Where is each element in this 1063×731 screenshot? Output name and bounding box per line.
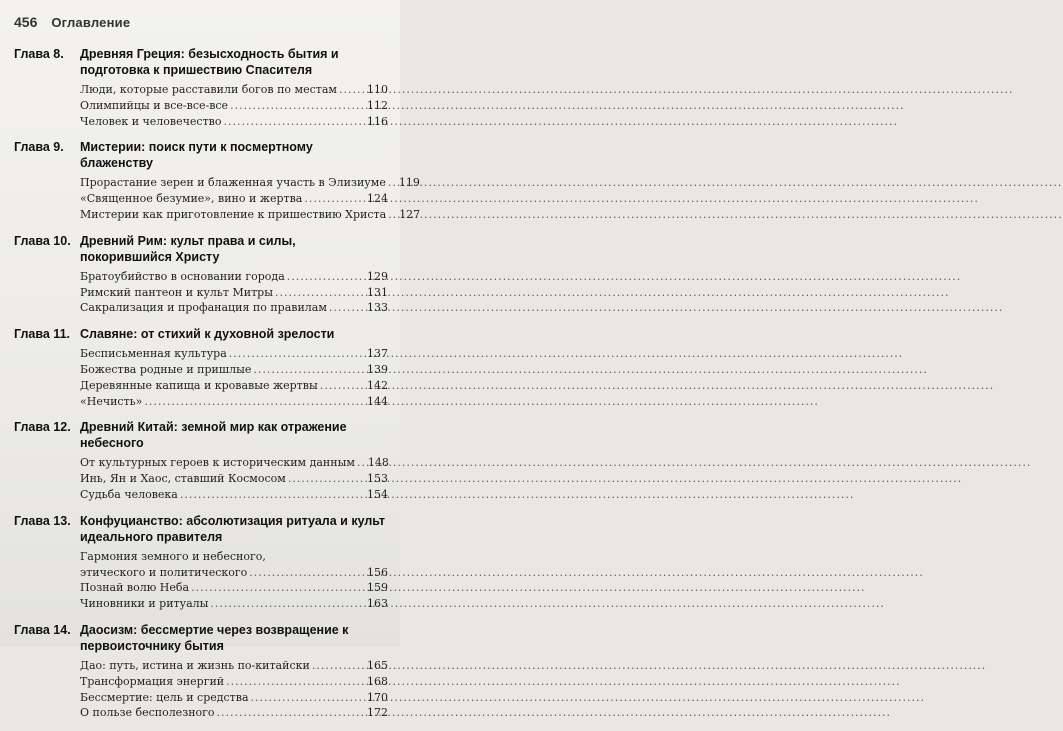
entry-title: Римский пантеон и культ Митры	[80, 285, 273, 299]
entry-page-number: 159	[367, 581, 388, 595]
chapter-entries	[80, 269, 388, 316]
toc-entry	[80, 285, 388, 301]
chapter-heading	[14, 139, 388, 171]
dot-leader	[249, 565, 364, 581]
toc-entry	[80, 207, 421, 223]
entry-title: Бессмертие: цель и средства	[80, 690, 249, 704]
dot-leader	[253, 362, 364, 378]
dot-leader	[144, 394, 364, 410]
dot-leader	[251, 690, 364, 706]
dot-leader	[217, 705, 364, 721]
table-of-contents	[14, 46, 421, 731]
toc-entry	[80, 455, 388, 471]
chapter-heading	[14, 46, 388, 78]
chapter-label: Глава 12.	[14, 420, 71, 435]
toc-entry	[80, 471, 388, 487]
entry-title: Инь, Ян и Хаос, ставший Космосом	[80, 472, 286, 486]
toc-entry	[80, 114, 388, 130]
dot-leader	[191, 580, 364, 596]
entry-title: Человек и человечество	[80, 114, 222, 128]
toc-entry	[80, 394, 388, 410]
dot-leader	[388, 175, 396, 191]
chapter-heading	[14, 513, 388, 545]
entry-page-number: 154	[367, 487, 388, 501]
chapter-title: Конфуцианство: абсолютизация ритуала и культ идеального правителя	[80, 513, 386, 544]
entry-page-number: 139	[367, 362, 388, 376]
entry-title: Божества родные и пришлые	[80, 362, 252, 376]
chapter-label: Глава 10.	[14, 233, 71, 248]
entry-title: Дао: путь, истина и жизнь по-китайски	[80, 658, 310, 672]
toc-entry	[80, 580, 388, 596]
chapter-label: Глава 13.	[14, 513, 71, 528]
entry-page-number: 116	[367, 114, 388, 128]
chapter-label: Глава 8.	[14, 47, 64, 61]
chapter-entries	[80, 658, 388, 721]
entry-title: «Нечисть»	[80, 394, 143, 408]
entry-page-number: 148	[367, 456, 389, 470]
toc-entry	[80, 362, 388, 378]
entry-title: О пользе бесполезного	[80, 706, 215, 720]
entry-page-number: 170	[367, 690, 388, 704]
entry-title: Мистерии как приготовление к пришествию Христа	[80, 207, 387, 221]
entry-page-number: 137	[367, 347, 388, 361]
dot-leader	[312, 658, 364, 674]
toc-entry	[80, 658, 388, 674]
entry-title: Олимпийцы и все-все-все	[80, 98, 229, 112]
chapter-title: Древний Китай: земной мир как отражение небесного	[80, 420, 347, 451]
toc-entry	[80, 300, 388, 316]
running-title: Оглавление	[51, 15, 131, 30]
toc-entry	[80, 378, 388, 394]
chapter-heading	[14, 233, 388, 265]
entry-title: Познай волю Неба	[80, 581, 190, 595]
page-number: 456	[14, 14, 38, 30]
toc-chapter	[14, 233, 388, 316]
toc-entry	[80, 674, 388, 690]
dot-leader	[223, 114, 364, 130]
entry-page-number: 168	[367, 674, 388, 688]
entry-page-number: 142	[367, 378, 388, 392]
chapter-title: Даосизм: бессмертие через возвращение к первоисточнику бытия	[80, 622, 349, 653]
dot-leader	[288, 471, 364, 487]
chapter-heading	[14, 622, 388, 654]
book-page	[0, 0, 421, 720]
toc-entry	[80, 487, 388, 503]
dot-leader	[230, 98, 364, 114]
entry-title: Братоубийство в основании города	[80, 269, 285, 283]
entry-page-number: 131	[367, 285, 388, 299]
chapter-entries	[80, 82, 388, 129]
entry-page-number: 156	[367, 565, 388, 579]
dot-leader	[229, 346, 364, 362]
toc-entry	[80, 191, 388, 207]
toc-entry	[80, 690, 388, 706]
entry-page-number: 124	[367, 192, 388, 206]
chapter-label: Глава 9.	[14, 140, 64, 155]
chapter-title: Мистерии: поиск пути к посмертному блаженству	[80, 140, 313, 171]
toc-entry	[80, 346, 388, 362]
entry-page-number: 133	[367, 301, 388, 315]
entry-page-number: 129	[367, 269, 388, 283]
entry-page-number: 119	[398, 176, 420, 190]
chapter-title: Древний Рим: культ права и силы, покорившийся Христу	[80, 233, 296, 264]
chapter-title: Древняя Греция: безысходность бытия и подготовка к пришествию Спасителя	[80, 47, 339, 77]
entry-page-number: 163	[367, 597, 388, 611]
chapter-label: Глава 11.	[14, 327, 70, 342]
entry-title: Бесписьменная культура	[80, 347, 227, 361]
toc-chapter	[14, 622, 388, 721]
chapter-heading	[14, 326, 388, 342]
entry-title-line: Гармония земного и небесного,	[80, 549, 266, 563]
entry-title: Сакрализация и профанация по правилам	[80, 301, 327, 315]
toc-chapter	[14, 46, 388, 129]
entry-title: Судьба человека	[80, 487, 178, 501]
toc-entry	[80, 175, 420, 191]
dot-leader	[275, 285, 364, 301]
toc-entry	[80, 269, 388, 285]
page-header	[14, 14, 130, 36]
entry-title: Деревянные капища и кровавые жертвы	[80, 378, 318, 392]
entry-title: Люди, которые расставили богов по местам	[80, 83, 337, 96]
entry-title: Трансформация энергий	[80, 674, 225, 688]
toc-chapter	[14, 139, 421, 222]
dot-leader	[320, 378, 364, 394]
dot-leader	[329, 300, 364, 316]
dot-leader	[180, 487, 364, 503]
dot-leader	[388, 207, 396, 223]
dot-leader	[357, 455, 365, 471]
entry-page-number: 110	[367, 83, 388, 96]
chapter-entries	[80, 455, 388, 502]
chapter-entries	[80, 346, 388, 409]
toc-entry	[80, 596, 388, 612]
chapter-title: Славяне: от стихий к духовной зрелости	[80, 327, 335, 342]
entry-title: Чиновники и ритуалы	[80, 597, 209, 611]
entry-title: «Священное безумие», вино и жертва	[80, 192, 303, 206]
toc-entry	[80, 98, 388, 114]
chapter-heading	[14, 419, 388, 451]
entry-title-line: этического и политического	[80, 565, 248, 579]
chapter-entries	[80, 175, 421, 222]
toc-chapter	[14, 419, 388, 502]
dot-leader	[287, 269, 364, 285]
toc-chapter	[14, 326, 388, 409]
entry-title: Прорастание зерен и блаженная участь в Элизиуме	[80, 176, 386, 190]
toc-entry	[80, 549, 388, 581]
chapter-entries	[80, 549, 388, 612]
entry-page-number: 144	[367, 394, 388, 408]
entry-page-number: 153	[367, 472, 388, 486]
dot-leader	[304, 191, 364, 207]
chapter-label: Глава 14.	[14, 622, 71, 637]
toc-entry	[80, 705, 388, 721]
entry-title: От культурных героев к историческим данным	[80, 456, 355, 470]
dot-leader	[339, 82, 364, 98]
entry-page-number: 165	[367, 658, 388, 672]
entry-page-number: 127	[399, 207, 421, 221]
entry-page-number: 172	[367, 706, 388, 720]
entry-page-number: 112	[367, 98, 388, 112]
toc-entry	[80, 82, 388, 98]
dot-leader	[226, 674, 364, 690]
dot-leader	[210, 596, 364, 612]
toc-chapter	[14, 513, 388, 612]
